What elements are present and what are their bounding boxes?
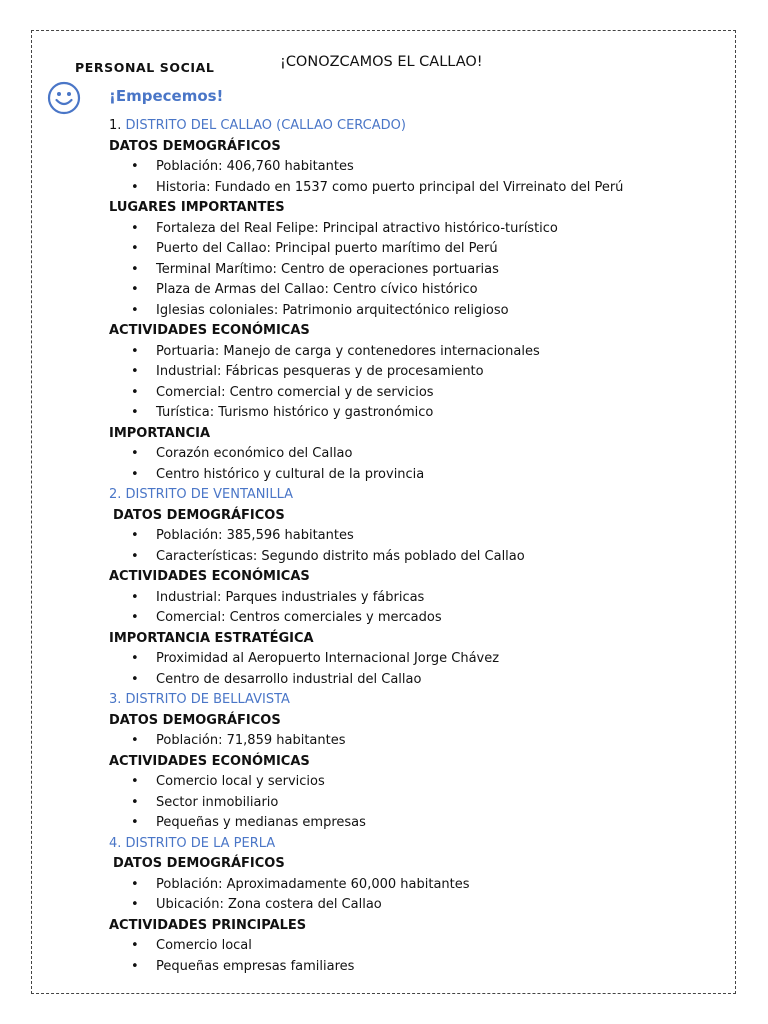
list-item-text: Características: Segundo distrito más poblado del Callao — [156, 548, 525, 564]
section-heading: DATOS DEMOGRÁFICOS — [113, 507, 285, 523]
bullet-list — [109, 875, 709, 916]
list-item-text: Población: 406,760 habitantes — [156, 159, 354, 174]
subject-label: PERSONAL SOCIAL — [75, 60, 215, 75]
list-item — [109, 895, 709, 916]
list-item-text: Población: 385,596 habitantes — [156, 528, 354, 543]
list-item-text: Proximidad al Aeropuerto Internacional Jorge Chávez — [156, 651, 500, 666]
bullet-list — [109, 444, 709, 485]
bullet-icon: • — [131, 589, 139, 605]
bullet-icon: • — [131, 466, 139, 482]
bullet-icon: • — [131, 528, 139, 543]
list-item — [109, 608, 709, 629]
list-item-text: Comercial: Centro comercial y de servicios — [156, 384, 434, 400]
document-content — [109, 116, 709, 977]
district-number: 2. — [109, 487, 122, 502]
list-item-text: Iglesias coloniales: Patrimonio arquitectónico religioso — [156, 302, 509, 318]
list-item — [109, 813, 709, 834]
bullet-icon: • — [131, 794, 139, 810]
bullet-list — [109, 731, 709, 752]
smiley-face-icon — [47, 81, 81, 115]
list-item-text: Industrial: Fábricas pesqueras y de procesamiento — [156, 364, 484, 379]
bullet-icon: • — [131, 938, 139, 953]
bullet-list — [109, 219, 709, 322]
list-item — [109, 301, 709, 322]
list-item — [109, 957, 709, 978]
bullet-icon: • — [131, 261, 139, 277]
list-item — [109, 731, 709, 752]
bullet-icon: • — [131, 159, 139, 174]
bullet-icon: • — [131, 815, 139, 830]
bullet-icon: • — [131, 364, 139, 379]
list-item-text: Industrial: Parques industriales y fábricas — [156, 589, 425, 605]
bullet-icon: • — [131, 774, 139, 789]
bullet-icon: • — [131, 876, 139, 892]
section-heading: ACTIVIDADES ECONÓMICAS — [109, 323, 310, 338]
list-item-text: Comercial: Centros comerciales y mercados — [156, 610, 442, 625]
bullet-icon: • — [131, 733, 139, 748]
section-heading: ACTIVIDADES ECONÓMICAS — [109, 569, 310, 584]
section-heading: IMPORTANCIA — [109, 425, 211, 441]
list-item-text: Centro histórico y cultural de la provincia — [156, 466, 425, 482]
section-heading: ACTIVIDADES ECONÓMICAS — [109, 753, 310, 769]
bullet-icon: • — [131, 343, 139, 359]
bullet-list — [109, 342, 709, 424]
page-title: ¡CONOZCAMOS EL CALLAO! — [280, 54, 483, 70]
list-item — [109, 670, 709, 691]
list-item-text: Portuaria: Manejo de carga y contenedores internacionales — [156, 343, 540, 359]
district-number: 3. — [109, 692, 122, 707]
section-heading: DATOS DEMOGRÁFICOS — [109, 138, 281, 154]
list-item — [109, 342, 709, 363]
bullet-icon: • — [131, 651, 139, 666]
district-title — [109, 116, 709, 137]
district-name: DISTRITO DEL CALLAO (CALLAO CERCADO) — [125, 118, 406, 133]
bullet-icon: • — [131, 241, 139, 256]
list-item — [109, 588, 709, 609]
list-item-text: Historia: Fundado en 1537 como puerto principal del Virreinato del Perú — [156, 179, 624, 195]
bullet-icon: • — [131, 610, 139, 625]
section-heading: DATOS DEMOGRÁFICOS — [109, 712, 281, 728]
district-name: DISTRITO DE BELLAVISTA — [125, 692, 290, 707]
list-item-text: Puerto del Callao: Principal puerto marítimo del Perú — [156, 241, 498, 256]
bullet-icon: • — [131, 958, 139, 974]
list-item — [109, 178, 709, 199]
list-item-text: Comercio local y servicios — [156, 774, 325, 789]
section-heading: IMPORTANCIA ESTRATÉGICA — [109, 630, 314, 646]
list-item-text: Terminal Marítimo: Centro de operaciones portuarias — [156, 261, 499, 277]
bullet-icon: • — [131, 405, 139, 420]
list-item-text: Centro de desarrollo industrial del Callao — [156, 671, 422, 687]
bullet-icon: • — [131, 548, 139, 564]
list-item — [109, 280, 709, 301]
list-item — [109, 239, 709, 260]
bullet-icon: • — [131, 282, 139, 297]
list-item-text: Turística: Turismo histórico y gastronómico — [156, 405, 434, 420]
list-item — [109, 260, 709, 281]
district-name: DISTRITO DE VENTANILLA — [125, 487, 294, 502]
section-heading: DATOS DEMOGRÁFICOS — [113, 856, 285, 871]
list-item-text: Plaza de Armas del Callao: Centro cívico histórico — [156, 282, 478, 297]
district-name: DISTRITO DE LA PERLA — [125, 835, 276, 851]
list-item-text: Fortaleza del Real Felipe: Principal atractivo histórico-turístico — [156, 220, 558, 236]
bullet-icon: • — [131, 220, 139, 236]
section-heading: LUGARES IMPORTANTES — [109, 200, 285, 215]
district-title — [109, 485, 709, 506]
list-item — [109, 383, 709, 404]
bullet-icon: • — [131, 302, 139, 318]
list-item-text: Comercio local — [156, 938, 252, 953]
list-item — [109, 219, 709, 240]
list-item — [109, 526, 709, 547]
bullet-list — [109, 936, 709, 977]
list-item — [109, 875, 709, 896]
list-item — [109, 772, 709, 793]
intro-heading: ¡Empecemos! — [109, 87, 224, 105]
list-item — [109, 444, 709, 465]
list-item-text: Corazón económico del Callao — [156, 446, 353, 461]
bullet-icon: • — [131, 897, 139, 912]
bullet-icon: • — [131, 446, 139, 461]
list-item — [109, 936, 709, 957]
bullet-list — [109, 649, 709, 690]
list-item-text: Sector inmobiliario — [156, 794, 279, 810]
list-item — [109, 403, 709, 424]
list-item-text: Población: 71,859 habitantes — [156, 733, 346, 748]
list-item-text: Pequeñas empresas familiares — [156, 958, 355, 974]
bullet-icon: • — [131, 179, 139, 195]
district-number: 1. — [109, 118, 122, 133]
bullet-icon: • — [131, 384, 139, 400]
list-item — [109, 547, 709, 568]
district-title — [109, 690, 709, 711]
bullet-list — [109, 526, 709, 567]
list-item-text: Pequeñas y medianas empresas — [156, 815, 366, 830]
list-item — [109, 649, 709, 670]
section-heading: ACTIVIDADES PRINCIPALES — [109, 917, 307, 933]
list-item — [109, 362, 709, 383]
list-item-text: Ubicación: Zona costera del Callao — [156, 897, 382, 912]
bullet-list — [109, 772, 709, 834]
list-item — [109, 793, 709, 814]
bullet-list — [109, 588, 709, 629]
list-item — [109, 157, 709, 178]
district-title — [109, 834, 709, 855]
list-item — [109, 465, 709, 486]
bullet-icon: • — [131, 671, 139, 687]
list-item-text: Población: Aproximadamente 60,000 habitantes — [156, 876, 470, 892]
district-number: 4. — [109, 835, 122, 851]
bullet-list — [109, 157, 709, 198]
